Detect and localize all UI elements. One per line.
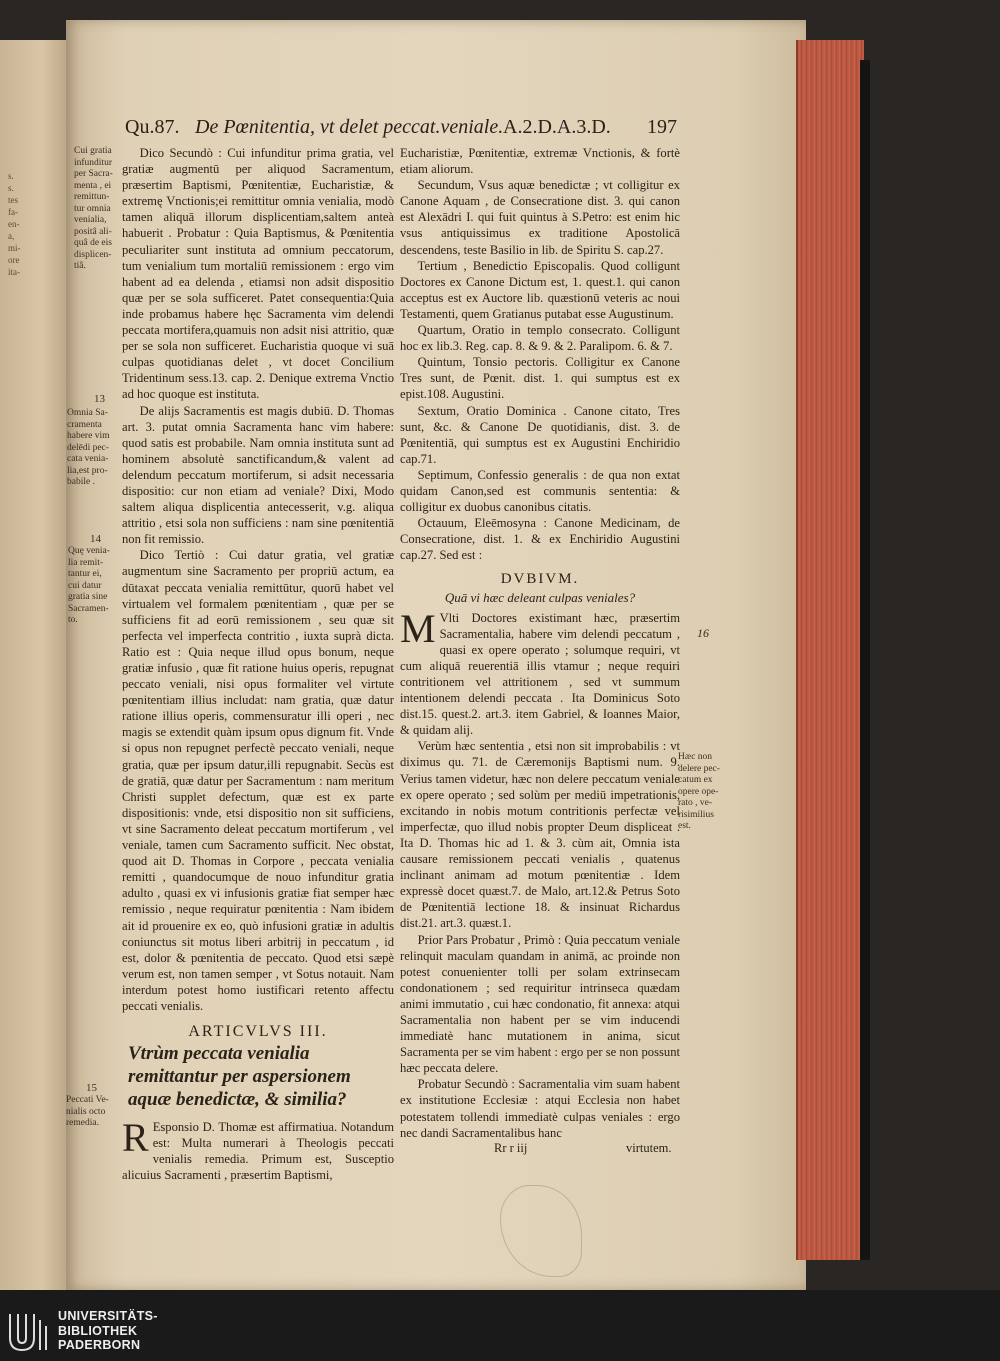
catchword: virtutem. — [626, 1141, 672, 1155]
signature-mark: Rr r iij — [494, 1141, 528, 1155]
page-number: 197 — [647, 116, 677, 138]
paragraph: Verùm hæc sententia , etsi non sit improbabilis : vt diximus qu. 71. de Cæremonijs Baptismi num. 9. Verius tamen videtur, hæc non delere peccatum veniale ex opere operato ; sed solùm per mediū impetrationis, excitando in nobis motum contritionis perfectæ vel imperfectæ, quo illud nobis propter Deum displiceat . Ita D. Thomas hic ad 1. & 3. cùm ait, Omnia ista causare remissionem peccati venialis , quatenus inclinant animam ad motum pœnitentiæ . Idem expressè docet quæst.7. de Malo, art.12.& Petrus Soto de Pœnitentiā lectione 18. & insinuat Richardus dist.21. art.3. quæst.1. — [400, 739, 680, 931]
paragraph: Dico Tertiò : Cui datur gratia, vel gratiæ augmentum sine Sacramento per propriū actum, ea dūtaxat peccata venialia remittūtur, quorū habet vel virtualem vel formalem pœnitentiam , quæ per se sufficiens fit ad eorū remissionem , seu quæ sit perfecta vel imperfecta contritio , iuxta suprà dicta. Ratio est : Quia neque illud opus bonum, neque gratiæ infusio , quæ fit ratione huius operis, repugnat peccato veniali, nisi opus formaliter vel virtute pœnitentiam illius includat: nam gratia, quæ datur ratione illius operis, commensuratur illi operi , nec magis se extendit quàm ipsum opus dignum fit. Vnde si opus non repugnet perfectè peccato veniali, neque gratia, quæ per ipsum datur,illi repugnabit. Secùs est de gratiā, quæ datur per Sacramentum : nam meritum Christi supplet defectum, quæ est ex parte dispositionis: vnde, etsi dispositio non sit sufficiens, vt sine Sacramento deleat peccatum mortiferum , vel veniale, tamen cum Sacramento sufficit. Nec obstat, quod ait D. Thomas in Corpore , peccata venialia remitti , quandocumque de nouo infunditur gratia adulto , quasi ex vi infusionis gratiæ fiat semper hæc remissio , neque requiratur pœnitentia : Nam ibidem ait id prouenire ex eo, quò infusioni gratiæ in adultis coniunctus sit motus liberi arbitrij in peccatum , id est, dolor & pœnitentia de peccato. Quod etsi sæpè verum est, non tamen semper , vt Sotus notauit. Nam interdum potest homo iustificari retento affectu peccati venialis. — [122, 548, 394, 1013]
left-page-fragment: s. s. tes fa- en- a, mi- ore ita- — [8, 171, 21, 277]
binding-shadow — [860, 60, 870, 1260]
paragraph: Octauum, Eleēmosyna : Canone Medicinam, de Consecratione, dist. 1. & ex Enchiridio Augustini cap.27. Sed est : — [400, 516, 680, 563]
library-line-2: BIBLIOTHEK — [58, 1323, 138, 1338]
paragraph: Dico Secundò : Cui infunditur prima gratia, vel gratiæ augmentū per aliquod Sacramentum, præsertim Baptismi, Pœnitentiæ, Eucharistiæ, & extremę Vnctionis;ei remittitur omnia venialia, modò tamen aliquā illorum displicentiam,saltem anteà habuerit . Probatur : Quia Baptismus, & Pœnitentia peculiariter sunt instituta ad omnium peccatorum, tum venialium tum mortaliū remissionem : ergo vim habent ad ea delenda , etiamsi non adsit dispositio quæ per se sola sufficeret. Patet consequentia:Quia inde probamus habere hęc Sacramenta vim delendi peccata mortifera,quamuis non adsit nisi attritio, quæ per se sola non sufficeret. Eucharistia quoque vi suā culpas quotidianas delet , vt docet Concilium Tridentinum sess.13. cap. 2. Denique extrema Vnctio ad hoc quoque est instituta. — [122, 146, 394, 402]
library-logo-icon — [6, 1310, 50, 1356]
margin-number-13: 13 — [94, 393, 105, 405]
margin-number-16: 16 — [697, 626, 709, 640]
paragraph: De alijs Sacramentis est magis dubiū. D. Thomas art. 3. putat omnia Sacramenta hanc vim habere: quod satis est probabile. Nam omnia instituta sunt ad hominem absolutè sanctificandum,& valent ad delendum peccatum mortiferum, si adsit necessaria dispositio: cur non etiam ad veniale? Dixi, Modo saltem aliqua displicentia antecesserit, v.g. aliqua attritio , etsi sola non sufficiens : nam sine pœnitentiā non fit remissio. — [122, 403, 394, 547]
margin-note-13: Omnia Sa- cramenta habere vim delēdi pec- cata venia- lia,est pro- babile . — [67, 408, 110, 487]
paragraph: Quartum, Oratio in templo consecrato. Colligunt hoc ex lib.3. Reg. cap. 8. & 9. & 2. Paralipom. 6. & 7. — [400, 323, 680, 354]
paragraph: Sextum, Oratio Dominica . Canone citato, Tres sunt, &c. & Canone De quotidianis, dist. 3. de Pœnitentiā, qui sumptus est ex Augustini Enchiridio cap.71. — [400, 403, 680, 466]
margin-note-14: Quę venia- lia remit- tantur ei, cui datur gratia sine Sacramen- to. — [68, 546, 110, 625]
paragraph: Probatur Secundò : Sacramentalia vim suam habent ex institutione Ecclesiæ : atqui Ecclesia non habet potestatem tollendi immediatè culpas veniales : ergo nec dandi Sacramentalibus hanc — [400, 1077, 680, 1140]
margin-note-16: Hæc non delere pec- catum ex opere ope- rato , ve- risimilius est. — [678, 752, 720, 831]
library-line-3: PADERBORN — [58, 1338, 141, 1352]
paragraph: Tertium , Benedictio Episcopalis. Quod colligunt Doctores ex Canone Dictum est, 1. quest.1. qui canon acceptus est ex Auctore lib. quæstionū veteris ac noui Testamenti, quem Gratianus putabat esse Augustinum. — [400, 258, 680, 321]
header-article: A.2.D.A.3.D. — [503, 116, 611, 138]
header-title: De Pœnitentia, vt delet peccat.veniale. — [195, 116, 504, 138]
article-heading: ARTICVLVS III. — [188, 1023, 328, 1041]
paragraph-dropcap — [400, 605, 680, 739]
paragraph-dropcap — [122, 1115, 394, 1183]
paragraph-text: Esponsio D. Thomæ est affirmatiua. Notandum est: Multa numerari à Theologis peccati venialis remedia. Primum est, Susceptio alicuius Sacramenti , præsertim Baptismi, — [122, 1120, 394, 1183]
text-column-left — [122, 145, 394, 1184]
library-line-1: UNIVERSITÄTS- — [58, 1309, 158, 1323]
article-title: Vtrùm peccata venialia remittantur per aspersionem aquæ benedictæ, & similia? — [128, 1043, 351, 1111]
dubium-heading: DVBIVM. — [500, 571, 580, 588]
paragraph: Quintum, Tonsio pectoris. Colligitur ex Canone Tres sunt, de Pœnit. dist. 1. qui sumptus est ex epist.108. Augustini. — [400, 355, 680, 402]
margin-number-14: 14 — [90, 533, 101, 545]
running-header — [125, 116, 685, 142]
paragraph: Septimum, Confessio generalis : de qua non extat quidam Canon,sed est communis sententia: & colligitur ex duobus canonibus citatis. — [400, 467, 680, 515]
paragraph-text: Vlti Doctores existimant hæc, præsertim Sacramentalia, habere vim delendi peccatum , quasi ex opere operato ; solumque requiri, vt cum aliquā reuerentiā illis vtamur ; neque requiri contritionem vel attritionem , sed vt summum intentionem delendi peccata . Ita Dominicus Soto dist.15. quest.2. art.3. item Gabriel, & Ioannes Maior, & quidam alij. — [400, 610, 680, 738]
paragraph: Secundum, Vsus aquæ benedictæ ; vt colligitur ex Canone Aquam , de Consecratione dist. 3. qui canon est Alexādri I. qui fuit quintus à S.Petro: est enim hic vsus antiquissimus ex traditione Apostolicā descendens, teste Basilio in lib. de Spiritu S. cap.27. — [400, 178, 680, 257]
header-question: Qu.87. — [125, 116, 180, 138]
library-name — [58, 1309, 158, 1353]
drop-cap: R — [122, 1115, 149, 1161]
red-page-edges — [796, 40, 864, 1260]
text-column-right — [400, 145, 680, 1141]
paragraph: Prior Pars Probatur , Primò : Quia peccatum veniale relinquit maculam quandam in animā, ac proinde non potest conuenienter tolli per solam extrinsecam condonationem ; sed requiritur intrinseca quædam animi immutatio , cui hæc condonatio, fit annexa: atqui Sacramentalia non habent per se vim inducendi immediatè hanc mutationem in anima, sicut Sacramenta per se vim habent : ergo per se non possunt hæc peccata delere. — [400, 932, 680, 1076]
drop-cap: M — [400, 605, 436, 651]
margin-note-12: Cui gratia infunditur per Sacra- menta , ei remittun- tur omnia venialia, positâ ali- quâ de eis displicen- tiâ. — [74, 146, 113, 271]
dubium-question: Quā vi hæc deleant culpas veniales? — [444, 589, 636, 605]
margin-number-15: 15 — [86, 1082, 97, 1094]
left-page-edge — [0, 40, 70, 1290]
margin-note-15: Peccati Ve- nialis octo remedia. — [66, 1095, 109, 1128]
paragraph: Eucharistiæ, Pœnitentiæ, extremæ Vnctionis, & fortè etiam aliorum. — [400, 146, 680, 177]
